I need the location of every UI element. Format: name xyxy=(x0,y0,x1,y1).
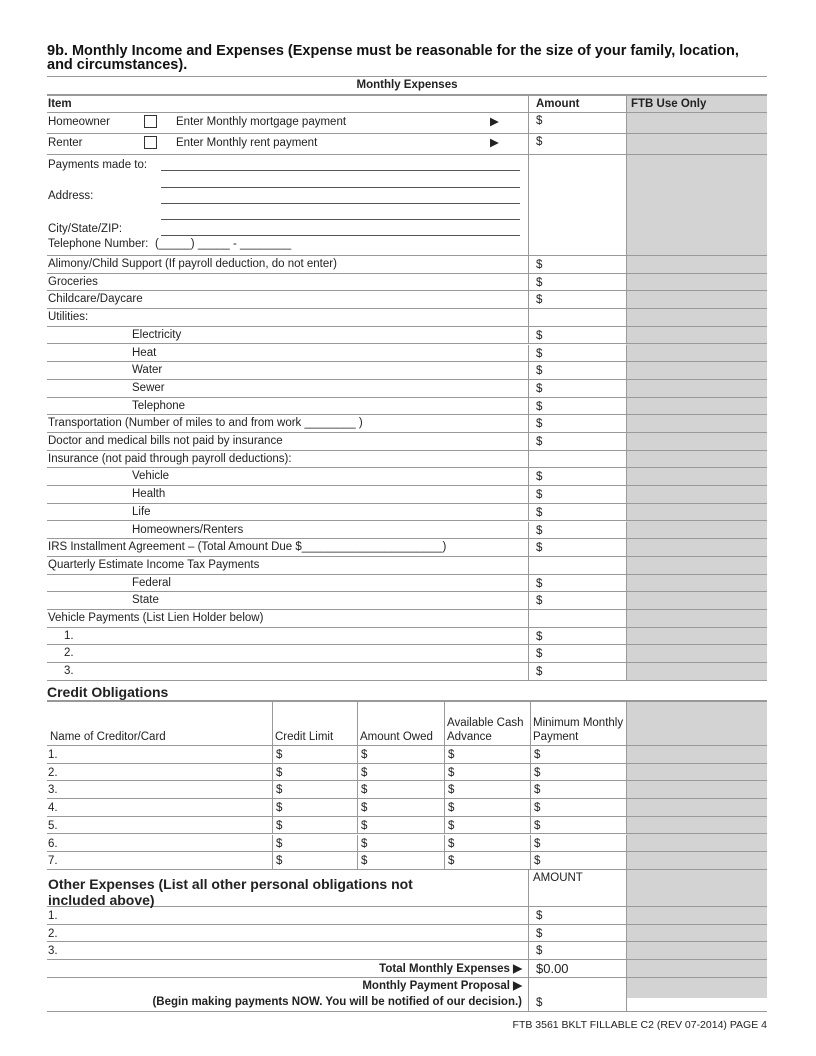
column-divider xyxy=(528,274,529,291)
credit-column-header: Minimum Monthly Payment xyxy=(533,717,624,743)
amount-field[interactable]: $ xyxy=(536,136,543,148)
amount-field[interactable]: $ xyxy=(536,489,543,502)
amount-field[interactable]: $ xyxy=(448,837,455,850)
amount-header: Amount xyxy=(536,98,580,110)
expense-row xyxy=(47,256,767,274)
amount-field[interactable]: $ xyxy=(448,766,455,779)
amount-field[interactable]: $ xyxy=(534,784,541,797)
amount-header: AMOUNT xyxy=(533,871,583,884)
column-divider xyxy=(530,835,531,852)
expense-label: State xyxy=(132,594,159,607)
amount-field[interactable]: $ xyxy=(448,802,455,815)
other-expense-row xyxy=(47,907,767,925)
column-divider xyxy=(357,764,358,781)
expense-row xyxy=(47,610,767,628)
column-divider xyxy=(528,486,529,503)
column-divider xyxy=(626,610,627,627)
column-divider xyxy=(528,592,529,609)
amount-field[interactable] xyxy=(535,610,536,627)
arrow-icon: ▶ xyxy=(490,116,499,128)
column-divider xyxy=(530,799,531,816)
amount-field[interactable]: $ xyxy=(536,595,543,608)
column-divider xyxy=(626,113,627,133)
expense-row xyxy=(47,345,767,363)
column-divider xyxy=(626,817,627,834)
column-divider xyxy=(530,852,531,869)
amount-field[interactable]: $ xyxy=(536,909,543,922)
expense-row xyxy=(47,415,767,433)
column-divider xyxy=(528,415,529,432)
expense-label: 2. xyxy=(64,647,74,660)
amount-field[interactable]: $ xyxy=(276,766,283,779)
expense-label: Health xyxy=(132,488,166,501)
credit-column-header: Amount Owed xyxy=(360,731,433,743)
amount-field[interactable]: $ xyxy=(536,471,543,484)
amount-field[interactable]: $ xyxy=(534,749,541,761)
credit-obligations-heading: Credit Obligations xyxy=(47,684,169,700)
credit-row xyxy=(47,781,767,799)
row-number: 3. xyxy=(48,784,58,797)
column-divider xyxy=(626,345,627,362)
credit-row xyxy=(47,746,767,764)
column-divider xyxy=(626,978,627,1011)
column-divider xyxy=(626,925,627,942)
amount-field[interactable]: $ xyxy=(361,802,368,815)
other-expense-row xyxy=(47,942,767,960)
expense-label: 3. xyxy=(64,665,74,678)
divider xyxy=(47,76,767,77)
column-divider xyxy=(357,817,358,834)
column-divider xyxy=(444,835,445,852)
column-divider xyxy=(626,327,627,344)
column-divider xyxy=(626,781,627,798)
expense-label: Sewer xyxy=(132,381,165,394)
monthly-payment-proposal-label: Monthly Payment Proposal ▶ xyxy=(362,980,522,992)
column-divider xyxy=(272,701,273,745)
amount-field[interactable] xyxy=(535,557,536,574)
amount-field[interactable]: $ xyxy=(536,945,543,958)
column-divider xyxy=(626,645,627,662)
credit-row xyxy=(47,817,767,835)
amount-field[interactable]: $ xyxy=(536,524,543,537)
column-divider xyxy=(444,852,445,869)
expense-row xyxy=(47,327,767,345)
amount-field[interactable]: $ xyxy=(536,382,543,395)
row-number: 2. xyxy=(48,766,58,779)
expense-label: Telephone xyxy=(132,399,186,412)
expense-row xyxy=(47,309,767,327)
amount-field[interactable]: $ xyxy=(534,802,541,815)
column-divider xyxy=(528,291,529,308)
expense-row xyxy=(47,592,767,610)
column-divider xyxy=(528,870,529,906)
column-divider xyxy=(626,380,627,397)
blank-input-line[interactable] xyxy=(161,187,520,188)
amount-field[interactable]: $ xyxy=(536,666,543,679)
column-divider xyxy=(626,628,627,645)
column-divider xyxy=(530,746,531,763)
amount-field[interactable]: $ xyxy=(361,819,368,832)
amount-field[interactable]: $ xyxy=(361,784,368,797)
total-monthly-expenses-value[interactable]: $0.00 xyxy=(536,961,569,976)
amount-field[interactable]: $ xyxy=(534,766,541,779)
column-divider xyxy=(626,942,627,959)
credit-row xyxy=(47,799,767,817)
amount-field[interactable]: $ xyxy=(536,259,543,271)
expense-label: Childcare/Daycare xyxy=(48,293,143,306)
expense-label: Heat xyxy=(132,346,157,359)
column-divider xyxy=(444,817,445,834)
amount-field[interactable]: $ xyxy=(536,577,543,590)
telephone-label: Telephone Number: xyxy=(48,238,149,250)
column-divider xyxy=(626,134,627,154)
expense-label: Quarterly Estimate Income Tax Payments xyxy=(48,558,260,571)
column-divider xyxy=(626,852,627,869)
expense-row xyxy=(47,486,767,504)
expense-row xyxy=(47,380,767,398)
expense-label: Vehicle xyxy=(132,470,170,483)
section-title: 9b. Monthly Income and Expenses (Expense must be reasonable for the size of your family, location, and circumstances). xyxy=(47,43,739,73)
expense-row xyxy=(47,575,767,593)
row-number: 1. xyxy=(48,909,58,922)
column-divider xyxy=(528,309,529,326)
expense-label: Homeowners/Renters xyxy=(132,523,244,536)
monthly-payment-proposal-row xyxy=(47,978,767,1012)
column-divider xyxy=(528,398,529,415)
column-divider xyxy=(626,256,627,273)
housing-row-homeowner xyxy=(47,113,767,134)
housing-description: Enter Monthly rent payment xyxy=(176,137,318,149)
column-divider xyxy=(626,799,627,816)
column-divider xyxy=(528,907,529,924)
column-divider xyxy=(528,451,529,468)
column-divider xyxy=(444,781,445,798)
column-divider xyxy=(528,628,529,645)
row-number: 4. xyxy=(48,802,58,815)
column-divider xyxy=(528,380,529,397)
expense-row xyxy=(47,557,767,575)
expense-row xyxy=(47,663,767,681)
amount-field[interactable]: $ xyxy=(448,784,455,797)
expense-row xyxy=(47,645,767,663)
expense-label: Vehicle Payments (List Lien Holder below) xyxy=(48,612,264,624)
amount-field[interactable]: $ xyxy=(536,648,543,661)
amount-field[interactable]: $ xyxy=(276,749,283,761)
column-divider xyxy=(528,925,529,942)
column-divider xyxy=(528,433,529,450)
column-divider xyxy=(357,835,358,852)
housing-description: Enter Monthly mortgage payment xyxy=(176,116,347,128)
column-divider xyxy=(626,592,627,609)
amount-field[interactable]: $ xyxy=(536,347,543,360)
expense-row xyxy=(47,628,767,646)
column-divider xyxy=(626,155,627,255)
column-divider xyxy=(626,362,627,379)
payee-block xyxy=(47,155,767,256)
column-divider xyxy=(528,113,529,133)
arrow-icon: ▶ xyxy=(490,137,499,149)
amount-field[interactable]: $ xyxy=(536,927,543,940)
column-divider xyxy=(626,835,627,852)
column-divider xyxy=(528,362,529,379)
column-divider xyxy=(528,575,529,592)
telephone-field[interactable]: (_____) _____ - ________ xyxy=(155,238,292,250)
column-divider xyxy=(626,907,627,924)
column-divider xyxy=(528,134,529,154)
expense-label: IRS Installment Agreement – (Total Amount Due $______________________) xyxy=(48,541,447,554)
monthly-payment-proposal-field[interactable]: $ xyxy=(536,997,543,1009)
column-divider xyxy=(444,701,445,745)
other-expenses-header xyxy=(47,870,767,907)
amount-field[interactable]: $ xyxy=(448,855,455,868)
amount-field[interactable]: $ xyxy=(536,365,543,378)
amount-field[interactable]: $ xyxy=(361,749,368,761)
expense-row xyxy=(47,433,767,451)
amount-field[interactable]: $ xyxy=(276,784,283,797)
amount-field[interactable]: $ xyxy=(276,855,283,868)
ftb-use-only-header: FTB Use Only xyxy=(631,98,707,110)
column-divider xyxy=(528,942,529,959)
expense-row xyxy=(47,274,767,292)
column-divider xyxy=(444,799,445,816)
credit-row xyxy=(47,852,767,870)
total-monthly-expenses-label: Total Monthly Expenses ▶ xyxy=(379,963,522,975)
column-divider xyxy=(528,663,529,680)
amount-field[interactable] xyxy=(535,309,536,326)
table-header xyxy=(47,95,767,113)
blank-input-line[interactable] xyxy=(161,170,520,171)
column-divider xyxy=(528,960,529,977)
expense-row xyxy=(47,291,767,309)
housing-row-renter xyxy=(47,134,767,155)
expense-label: Doctor and medical bills not paid by insurance xyxy=(48,435,283,447)
column-divider xyxy=(626,433,627,450)
checkbox[interactable] xyxy=(144,136,157,149)
column-divider xyxy=(272,764,273,781)
column-divider xyxy=(626,539,627,556)
column-divider xyxy=(626,486,627,503)
amount-field[interactable]: $ xyxy=(536,630,543,643)
expense-label: Federal xyxy=(132,576,171,589)
blank-input-line[interactable] xyxy=(161,203,520,204)
column-divider xyxy=(626,522,627,539)
column-divider xyxy=(528,539,529,556)
expense-row xyxy=(47,451,767,469)
credit-column-header: Available Cash Advance xyxy=(447,717,524,743)
amount-field[interactable]: $ xyxy=(448,749,455,761)
other-expense-row xyxy=(47,925,767,943)
column-divider xyxy=(530,781,531,798)
monthly-expenses-heading: Monthly Expenses xyxy=(356,79,458,91)
column-divider xyxy=(626,291,627,308)
column-divider xyxy=(357,701,358,745)
column-divider xyxy=(272,746,273,763)
column-divider xyxy=(528,345,529,362)
expense-row xyxy=(47,468,767,486)
column-divider xyxy=(626,663,627,680)
column-divider xyxy=(272,799,273,816)
column-divider xyxy=(528,645,529,662)
column-divider xyxy=(272,852,273,869)
amount-field[interactable] xyxy=(535,451,536,468)
column-divider xyxy=(357,799,358,816)
checkbox[interactable] xyxy=(144,115,157,128)
expense-label: Electricity xyxy=(132,328,182,341)
credit-row xyxy=(47,764,767,782)
column-divider xyxy=(444,746,445,763)
column-divider xyxy=(528,557,529,574)
amount-field[interactable]: $ xyxy=(536,400,543,413)
housing-label: Renter xyxy=(48,137,83,149)
column-divider xyxy=(272,781,273,798)
total-monthly-expenses-row xyxy=(47,960,767,978)
credit-column-header: Credit Limit xyxy=(275,731,334,743)
amount-field[interactable]: $ xyxy=(534,855,541,868)
column-divider xyxy=(626,415,627,432)
proposal-note: (Begin making payments NOW. You will be notified of our decision.) xyxy=(152,996,522,1008)
amount-field[interactable]: $ xyxy=(361,766,368,779)
column-divider xyxy=(528,522,529,539)
expense-row xyxy=(47,504,767,522)
column-divider xyxy=(626,504,627,521)
column-divider xyxy=(626,309,627,326)
column-divider xyxy=(530,701,531,745)
row-number: 7. xyxy=(48,855,58,868)
row-number: 1. xyxy=(48,749,58,761)
column-divider xyxy=(626,557,627,574)
row-number: 5. xyxy=(48,819,58,832)
row-number: 6. xyxy=(48,837,58,850)
amount-field[interactable]: $ xyxy=(276,837,283,850)
credit-column-header: Name of Creditor/Card xyxy=(50,731,166,743)
form-footer: FTB 3561 BKLT FILLABLE C2 (REV 07-2014) PAGE 4 xyxy=(512,1019,767,1031)
column-divider xyxy=(357,746,358,763)
item-header: Item xyxy=(48,98,72,110)
city-state-zip-label: City/State/ZIP: xyxy=(48,223,123,235)
column-divider xyxy=(528,256,529,273)
amount-field[interactable]: $ xyxy=(536,542,543,555)
amount-field[interactable]: $ xyxy=(536,506,543,519)
expense-label: Water xyxy=(132,364,163,377)
expense-label: Utilities: xyxy=(48,311,89,324)
column-divider xyxy=(444,764,445,781)
amount-field[interactable]: $ xyxy=(536,418,543,431)
expense-row xyxy=(47,362,767,380)
expense-row xyxy=(47,522,767,540)
column-divider xyxy=(528,504,529,521)
amount-field[interactable]: $ xyxy=(448,819,455,832)
credit-header xyxy=(47,701,767,746)
column-divider xyxy=(272,817,273,834)
amount-field[interactable]: $ xyxy=(536,329,543,342)
column-divider xyxy=(528,610,529,627)
row-number: 2. xyxy=(48,927,58,940)
column-divider xyxy=(528,468,529,485)
column-divider xyxy=(626,274,627,291)
expense-label: Transportation (Number of miles to and from work ________ ) xyxy=(48,417,363,430)
amount-field[interactable]: $ xyxy=(276,819,283,832)
expense-label: Groceries xyxy=(48,275,98,288)
row-number: 3. xyxy=(48,945,58,958)
amount-field[interactable]: $ xyxy=(361,855,368,868)
column-divider xyxy=(626,701,627,745)
column-divider xyxy=(626,95,627,112)
column-divider xyxy=(272,835,273,852)
amount-field[interactable]: $ xyxy=(534,837,541,850)
column-divider xyxy=(626,870,627,906)
column-divider xyxy=(626,764,627,781)
column-divider xyxy=(528,155,529,255)
column-divider xyxy=(528,95,529,112)
housing-label: Homeowner xyxy=(48,116,110,128)
amount-field[interactable]: $ xyxy=(536,115,543,127)
amount-field[interactable]: $ xyxy=(534,819,541,832)
amount-field[interactable]: $ xyxy=(536,276,543,289)
credit-row xyxy=(47,835,767,853)
column-divider xyxy=(530,817,531,834)
expense-label: 1. xyxy=(64,629,74,642)
amount-field[interactable]: $ xyxy=(276,802,283,815)
column-divider xyxy=(626,398,627,415)
other-expenses-heading: Other Expenses (List all other personal obligations not included above) xyxy=(48,875,413,908)
column-divider xyxy=(626,468,627,485)
column-divider xyxy=(626,960,627,977)
amount-field[interactable]: $ xyxy=(536,294,543,307)
column-divider xyxy=(528,978,529,1011)
payments-made-to-label: Payments made to: xyxy=(48,159,148,171)
blank-input-line[interactable] xyxy=(161,219,520,220)
amount-field[interactable]: $ xyxy=(361,837,368,850)
column-divider xyxy=(626,746,627,763)
column-divider xyxy=(626,451,627,468)
expense-label: Alimony/Child Support (If payroll deduction, do not enter) xyxy=(48,258,337,270)
column-divider xyxy=(357,852,358,869)
address-label: Address: xyxy=(48,190,94,202)
expense-label: Life xyxy=(132,505,151,518)
column-divider xyxy=(528,327,529,344)
amount-field[interactable]: $ xyxy=(536,436,543,448)
column-divider xyxy=(357,781,358,798)
expense-label: Insurance (not paid through payroll deductions): xyxy=(48,452,292,465)
expense-row xyxy=(47,398,767,416)
expense-row xyxy=(47,539,767,557)
column-divider xyxy=(626,575,627,592)
column-divider xyxy=(530,764,531,781)
